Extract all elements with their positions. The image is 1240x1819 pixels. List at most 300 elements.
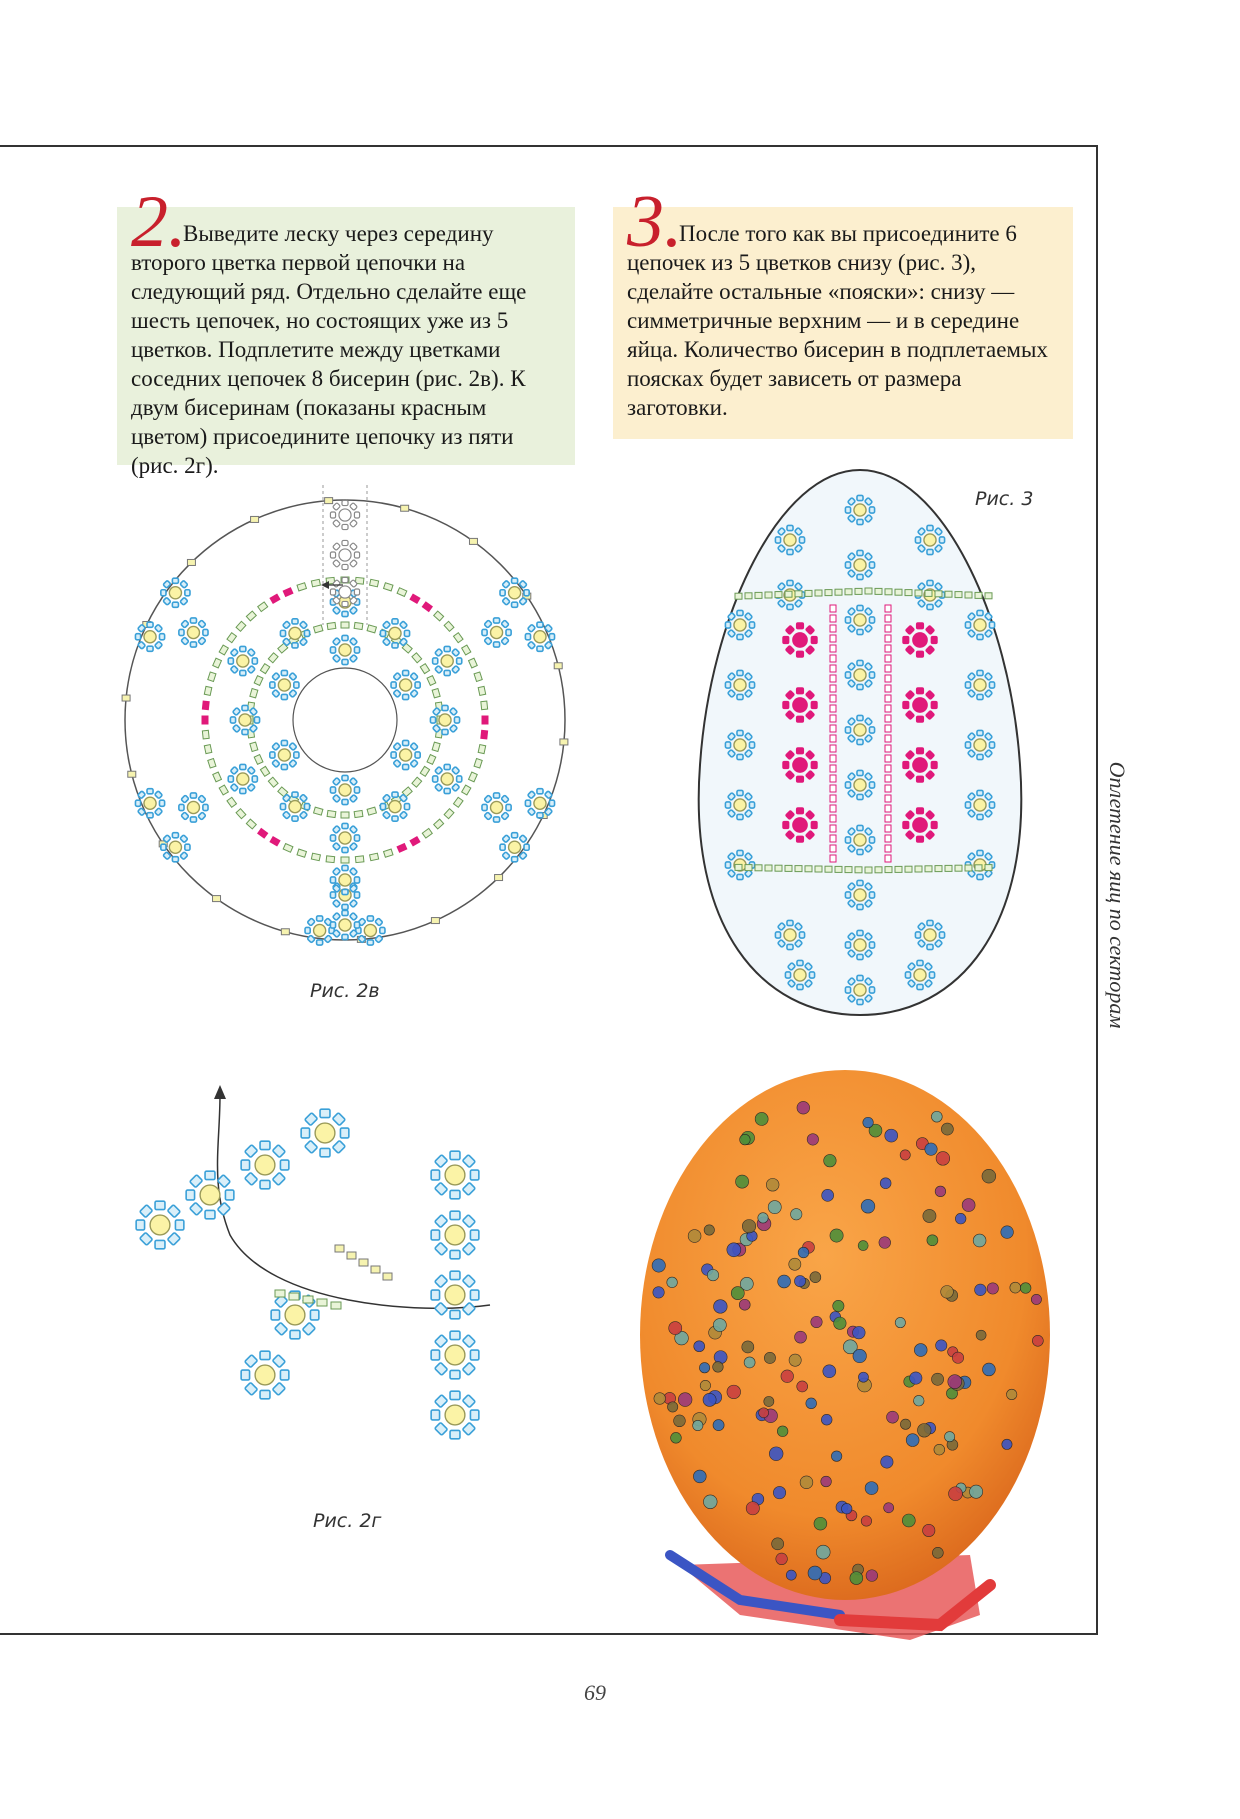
flower-center-bead xyxy=(854,984,866,996)
bead xyxy=(350,913,358,921)
bead xyxy=(857,739,863,744)
bead xyxy=(304,804,309,810)
bead xyxy=(965,622,970,628)
flower-center-bead xyxy=(255,1155,275,1175)
bead xyxy=(845,507,850,513)
bead xyxy=(161,590,166,596)
bead xyxy=(342,577,348,582)
bead-flower xyxy=(431,1211,479,1259)
step-3-text: После того как вы присоедините 6 цепочек из 5 цветков снизу (рис. 3), сделайте остальные «пояски»: снизу — симметричные верхним — и в середине яйца. Количество бисерин в подплетаемых поясках будет зависеть от размера заготовки. xyxy=(627,221,1048,420)
bead xyxy=(927,525,933,530)
glass-bead xyxy=(727,1385,741,1399)
bead xyxy=(845,782,850,788)
bead xyxy=(450,1331,460,1339)
bead xyxy=(260,1141,270,1149)
glass-bead xyxy=(881,1456,893,1468)
bead xyxy=(167,1232,180,1245)
bead xyxy=(258,828,268,838)
bead xyxy=(927,920,933,925)
bead xyxy=(355,856,364,863)
bead-flower xyxy=(775,920,804,949)
bead xyxy=(383,794,391,802)
bead xyxy=(187,559,195,565)
glass-bead xyxy=(945,1432,955,1442)
bead xyxy=(161,844,166,850)
bead xyxy=(400,811,408,819)
bead xyxy=(300,638,308,646)
bead-flower xyxy=(775,525,804,554)
glass-bead xyxy=(776,1553,788,1565)
bead xyxy=(885,785,891,792)
bead-flower xyxy=(270,740,299,769)
flower-center-bead xyxy=(389,801,401,813)
bead xyxy=(857,770,863,775)
bead xyxy=(435,767,443,775)
bead xyxy=(240,670,246,675)
bead xyxy=(470,1230,478,1240)
bead xyxy=(434,611,444,621)
bead xyxy=(432,689,440,698)
bead xyxy=(155,641,163,649)
bead xyxy=(830,785,836,792)
flower-center-bead xyxy=(237,773,249,785)
bead xyxy=(350,607,358,615)
glass-bead xyxy=(831,1451,842,1462)
bead xyxy=(452,649,460,657)
bead xyxy=(294,752,299,758)
bead xyxy=(240,788,246,793)
glass-bead xyxy=(781,1370,794,1383)
bead xyxy=(869,507,874,513)
bead-flower xyxy=(903,688,937,722)
bead xyxy=(869,782,874,788)
bead xyxy=(280,804,285,810)
bead xyxy=(799,932,804,938)
bead xyxy=(737,790,743,795)
bead xyxy=(830,605,836,612)
bead xyxy=(225,1190,233,1200)
bead xyxy=(469,658,478,668)
flower-center-bead xyxy=(314,924,326,936)
bead xyxy=(955,865,962,871)
flower-center-bead xyxy=(734,739,746,751)
glass-bead xyxy=(955,1213,966,1224)
glass-bead xyxy=(671,1432,682,1443)
bead-flower xyxy=(482,618,511,647)
bead xyxy=(916,808,923,814)
bead xyxy=(484,812,492,820)
bead xyxy=(384,583,393,591)
bead-flower xyxy=(845,975,874,1004)
bead xyxy=(281,929,289,935)
glass-bead xyxy=(936,1152,950,1166)
bead xyxy=(246,819,256,829)
bead xyxy=(830,755,836,762)
flower-center-bead xyxy=(285,1305,305,1325)
bead xyxy=(354,892,359,898)
bead xyxy=(462,1395,475,1408)
bead xyxy=(159,634,164,640)
bead xyxy=(469,538,477,544)
glass-bead xyxy=(1006,1389,1016,1399)
glass-bead xyxy=(982,1169,996,1183)
bead xyxy=(435,1182,448,1195)
bead xyxy=(331,1302,341,1309)
bead xyxy=(391,752,396,758)
bead xyxy=(320,1148,330,1156)
bead xyxy=(444,646,450,651)
bead xyxy=(254,755,263,765)
glass-bead xyxy=(895,1317,905,1327)
bead xyxy=(462,1155,475,1168)
bead xyxy=(869,617,874,623)
bead-flower xyxy=(725,610,754,639)
bead xyxy=(393,743,401,751)
bead xyxy=(354,512,359,518)
bead xyxy=(403,670,409,675)
bead xyxy=(811,701,817,708)
bead xyxy=(397,588,407,597)
bead xyxy=(857,825,863,830)
bead xyxy=(830,855,836,862)
bead xyxy=(247,767,255,775)
bead xyxy=(796,808,803,814)
bead xyxy=(885,675,891,682)
bead xyxy=(350,655,358,663)
bead-flower xyxy=(230,705,259,734)
flower-center-bead xyxy=(974,619,986,631)
glass-bead xyxy=(786,1570,796,1580)
bead xyxy=(301,1128,309,1138)
flower-center-bead xyxy=(734,679,746,691)
bead xyxy=(830,655,836,662)
bead xyxy=(283,621,291,629)
bead xyxy=(502,835,510,843)
flower-center-bead xyxy=(913,698,927,712)
bead xyxy=(857,495,863,500)
bead xyxy=(450,1430,460,1438)
bead xyxy=(885,867,892,873)
bead xyxy=(785,972,790,978)
bead-flower xyxy=(845,715,874,744)
bead xyxy=(482,629,487,635)
bead xyxy=(233,708,241,716)
bead xyxy=(270,682,275,688)
step-3-number: 3. xyxy=(627,181,683,263)
bead xyxy=(775,537,780,543)
glass-bead xyxy=(764,1396,774,1406)
glass-bead xyxy=(1010,1282,1021,1293)
bead xyxy=(317,1299,327,1306)
bead xyxy=(450,1211,460,1219)
bead xyxy=(787,549,793,554)
bead xyxy=(905,972,910,978)
bead-flower xyxy=(845,930,874,959)
bead-flower xyxy=(845,880,874,909)
bead xyxy=(354,922,359,928)
bead xyxy=(367,940,373,945)
bead xyxy=(272,690,280,698)
bead-flower xyxy=(965,670,994,699)
glass-bead xyxy=(932,1547,943,1558)
bead xyxy=(392,643,398,648)
bead xyxy=(450,1310,460,1318)
bead xyxy=(431,1230,439,1240)
glass-bead xyxy=(736,1175,749,1188)
glass-bead xyxy=(914,1395,925,1406)
bead xyxy=(945,865,952,871)
beaded-egg-photo xyxy=(610,1055,1090,1645)
bead xyxy=(474,672,482,681)
bead xyxy=(400,621,408,629)
bead xyxy=(427,676,436,686)
bead-flower xyxy=(380,619,409,648)
bead xyxy=(333,503,341,511)
bead xyxy=(745,593,752,599)
bead xyxy=(845,562,850,568)
bead xyxy=(384,849,393,857)
bead xyxy=(845,892,850,898)
bead-flower xyxy=(280,619,309,648)
bead xyxy=(462,1182,475,1195)
bead xyxy=(927,944,933,949)
glass-bead xyxy=(858,1372,868,1382)
bead xyxy=(219,645,228,655)
bead xyxy=(383,1273,392,1280)
bead xyxy=(181,637,189,645)
bead xyxy=(314,807,323,815)
bead xyxy=(796,623,803,629)
bead xyxy=(270,594,280,603)
glass-bead xyxy=(816,1545,830,1559)
bead-flower xyxy=(330,823,359,852)
glass-bead xyxy=(884,1503,894,1513)
glass-bead xyxy=(764,1352,775,1363)
glass-bead xyxy=(714,1300,728,1314)
bead xyxy=(737,670,743,675)
bead xyxy=(260,1180,270,1188)
bead xyxy=(869,942,874,948)
glass-bead xyxy=(740,1277,753,1290)
bead xyxy=(905,590,912,596)
glass-bead xyxy=(879,1237,891,1249)
glass-bead xyxy=(927,1235,938,1246)
bead xyxy=(431,1290,439,1300)
glass-bead xyxy=(772,1538,784,1550)
flower-center-bead xyxy=(793,633,807,647)
flower-center-bead xyxy=(924,929,936,941)
bead xyxy=(370,579,379,587)
flower-center-bead xyxy=(400,749,412,761)
glass-bead xyxy=(700,1380,710,1390)
bead-flower xyxy=(965,730,994,759)
bead xyxy=(985,865,992,871)
bead xyxy=(251,516,259,522)
bead xyxy=(885,835,891,842)
bead xyxy=(333,900,341,908)
bead xyxy=(202,701,209,710)
bead xyxy=(412,653,422,663)
bead xyxy=(420,664,429,674)
bead xyxy=(272,1382,285,1395)
bead xyxy=(431,1170,439,1180)
bead xyxy=(450,725,458,733)
bead xyxy=(857,794,863,799)
flower-center-bead xyxy=(854,889,866,901)
bead xyxy=(857,574,863,579)
bead xyxy=(444,670,450,675)
bead xyxy=(903,821,909,828)
bead xyxy=(342,799,348,804)
bead xyxy=(202,730,209,739)
glass-bead xyxy=(769,1447,783,1461)
glass-bead xyxy=(858,1241,868,1251)
bead xyxy=(512,578,518,583)
flower-center-bead xyxy=(854,504,866,516)
glass-bead xyxy=(987,1283,998,1294)
bead xyxy=(478,745,486,754)
bead xyxy=(500,590,505,596)
bead xyxy=(965,682,970,688)
flower-center-bead xyxy=(278,749,290,761)
bead xyxy=(289,743,297,751)
bead xyxy=(412,777,422,787)
bead xyxy=(410,673,418,681)
bead xyxy=(885,615,891,622)
bead xyxy=(430,717,435,723)
bead xyxy=(737,754,743,759)
flower-center-bead xyxy=(150,1215,170,1235)
bead xyxy=(501,812,509,820)
bead xyxy=(885,755,891,762)
bead xyxy=(905,866,912,872)
bead xyxy=(927,580,933,585)
glass-bead xyxy=(808,1566,822,1580)
bead xyxy=(290,1330,300,1338)
bead xyxy=(252,658,257,664)
bead xyxy=(281,694,287,699)
bead xyxy=(341,622,349,628)
flower-center-bead xyxy=(491,801,503,813)
bead xyxy=(435,784,443,792)
bead xyxy=(506,629,511,635)
bead xyxy=(737,814,743,819)
bead xyxy=(342,540,348,545)
bead xyxy=(155,1201,165,1209)
glass-bead xyxy=(880,1178,891,1189)
step-2-number: 2. xyxy=(131,181,187,263)
figure-2v-diagram xyxy=(115,485,575,965)
flower-center-bead xyxy=(784,534,796,546)
glass-bead xyxy=(811,1316,822,1327)
bead-flower xyxy=(431,1331,479,1379)
bead xyxy=(805,866,812,872)
bead xyxy=(903,701,909,708)
thread-path xyxy=(218,1095,491,1308)
bead xyxy=(462,785,471,795)
bead xyxy=(830,705,836,712)
bead xyxy=(155,808,163,816)
bead xyxy=(745,865,752,871)
bead xyxy=(435,1302,448,1315)
bead xyxy=(326,856,335,863)
bead xyxy=(246,611,256,621)
bead xyxy=(280,1370,288,1380)
glass-bead xyxy=(739,1299,750,1310)
bead xyxy=(549,634,554,640)
flower-center-bead xyxy=(339,919,351,931)
glass-bead xyxy=(703,1393,716,1406)
bead xyxy=(494,642,500,647)
bead xyxy=(452,767,460,775)
bead xyxy=(155,1240,165,1248)
flower-center-bead xyxy=(734,619,746,631)
bead xyxy=(989,742,994,748)
bead xyxy=(452,784,460,792)
bead xyxy=(172,857,178,862)
bead xyxy=(202,716,208,724)
bead-flower xyxy=(270,670,299,699)
bead xyxy=(330,835,335,841)
bead xyxy=(775,592,782,598)
flower-center-bead xyxy=(734,799,746,811)
outline-bead-flower xyxy=(330,500,359,529)
bead xyxy=(462,1335,475,1348)
bead-flower xyxy=(725,730,754,759)
bead-flower xyxy=(330,910,359,939)
bead xyxy=(857,954,863,959)
bead xyxy=(350,520,358,528)
bead xyxy=(350,900,358,908)
bead xyxy=(725,682,730,688)
bead xyxy=(272,1145,285,1158)
glass-bead xyxy=(824,1154,837,1167)
inner-circle xyxy=(293,668,397,772)
flower-center-bead xyxy=(854,559,866,571)
glass-bead xyxy=(976,1330,986,1340)
bead xyxy=(311,853,320,861)
bead xyxy=(179,804,184,810)
bead xyxy=(305,927,310,933)
bead xyxy=(163,597,171,605)
bead xyxy=(350,503,358,511)
bead xyxy=(297,583,306,591)
bead xyxy=(359,1259,368,1266)
glass-bead xyxy=(797,1101,810,1114)
bead xyxy=(272,1355,285,1368)
glass-bead xyxy=(850,1572,863,1585)
bead xyxy=(172,833,178,838)
bead xyxy=(310,1310,318,1320)
flower-center-bead xyxy=(491,626,503,638)
bead xyxy=(916,776,923,782)
bead xyxy=(283,588,293,597)
glass-bead xyxy=(861,1199,875,1213)
bead xyxy=(885,605,891,612)
bead-flower xyxy=(431,1391,479,1439)
bead xyxy=(482,804,487,810)
bead xyxy=(845,589,852,595)
bead xyxy=(885,665,891,672)
bead xyxy=(281,740,287,745)
flower-center-bead xyxy=(854,779,866,791)
flower-center-bead xyxy=(793,818,807,832)
bead xyxy=(916,748,923,754)
figure-3-caption: Рис. 3 xyxy=(975,488,1034,510)
bead xyxy=(333,826,341,834)
bead-flower xyxy=(915,525,944,554)
bead xyxy=(289,673,297,681)
